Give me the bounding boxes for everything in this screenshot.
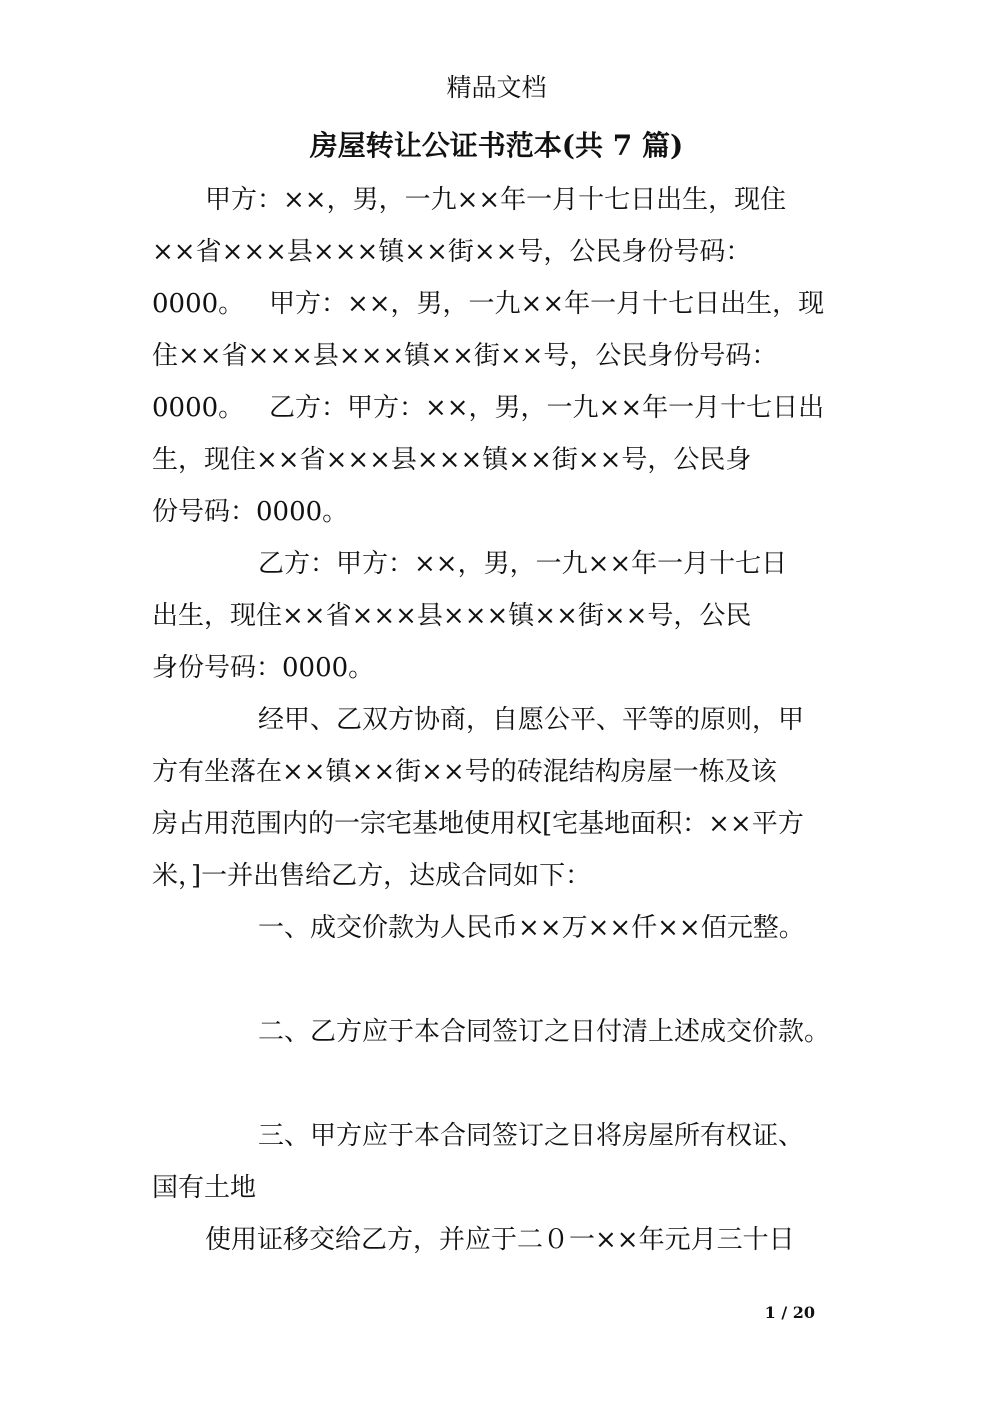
body-line: 生，现住××省×××县×××镇××街××号，公民身 [152,445,752,475]
body-line: 0000。 乙方：甲方：××，男，一九××年一月十七日出 [152,393,825,423]
document-title: 房屋转让公证书范本(共 7 篇) [309,129,684,162]
body-line: 国有土地 [152,1173,257,1203]
document-header: 精品文档 [446,73,547,102]
body-line: 方有坐落在××镇××街××号的砖混结构房屋一栋及该 [152,757,777,787]
body-line: 身份号码：0000。 [152,653,375,683]
body-line: 乙方：甲方：××，男，一九××年一月十七日 [258,549,788,579]
body-line: ××省×××县×××镇××街××号，公民身份号码： [152,237,752,267]
body-line: 房占用范围内的一宗宅基地使用权[宅基地面积：××平方 [152,809,804,839]
body-line: 经甲、乙双方协商，自愿公平、平等的原则，甲 [258,705,805,735]
body-line: 住××省×××县×××镇××街××号，公民身份号码： [152,341,778,371]
body-line: 二、乙方应于本合同签订之日付清上述成交价款。 [258,1017,831,1047]
body-line: 0000。 甲方：××，男，一九××年一月十七日出生，现 [152,289,825,319]
body-line: 米，]一并出售给乙方，达成合同如下： [152,861,592,891]
body-line: 使用证移交给乙方，并应于二０一××年元月三十日 [205,1225,795,1255]
body-line: 一、成交价款为人民币××万××仟××佰元整。 [258,913,805,943]
body-line: 三、甲方应于本合同签订之日将房屋所有权证、 [258,1121,805,1151]
body-line: 甲方：××，男，一九××年一月十七日出生，现住 [205,185,787,215]
page-number: 1 / 20 [764,1303,815,1322]
body-line: 出生，现住××省×××县×××镇××街××号，公民 [152,601,752,631]
body-line: 份号码：0000。 [152,497,349,527]
